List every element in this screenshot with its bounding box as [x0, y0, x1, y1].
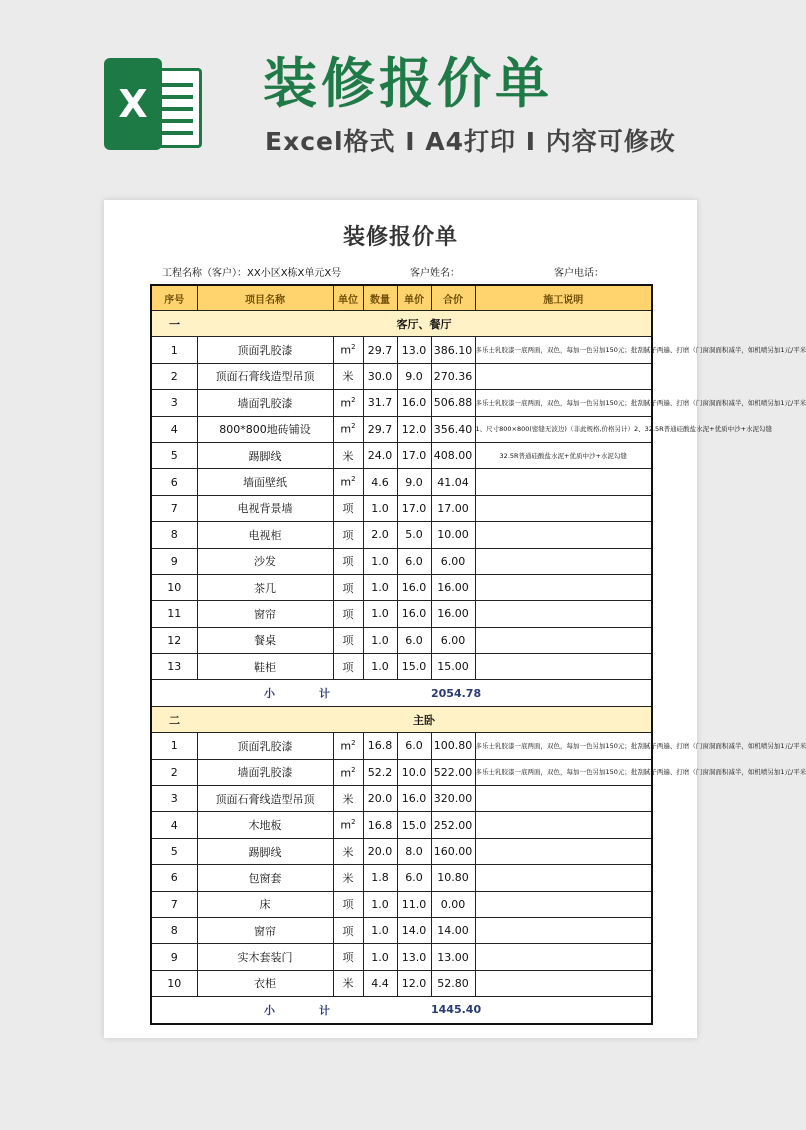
row-price: 11.0: [397, 891, 431, 917]
row-price: 12.0: [397, 416, 431, 442]
row-qty: 2.0: [363, 522, 397, 548]
row-unit: [333, 838, 363, 864]
row-qty: 31.7: [363, 390, 397, 416]
subtotal-spacer: [151, 997, 197, 1024]
row-note: [475, 574, 652, 600]
row-no: 1: [151, 337, 197, 363]
row-total: 160.00: [431, 838, 475, 864]
table-row: [151, 627, 652, 653]
row-item-name: 衣柜: [197, 970, 333, 996]
row-unit-text: 项: [342, 660, 354, 674]
row-qty: 20.0: [363, 838, 397, 864]
row-qty: 29.7: [363, 337, 397, 363]
table-row: [151, 522, 652, 548]
row-qty: 1.0: [363, 548, 397, 574]
row-unit-text: m: [340, 766, 352, 780]
table-row: [151, 865, 652, 891]
row-no: 1: [151, 733, 197, 759]
row-no: 12: [151, 627, 197, 653]
row-unit: [333, 416, 363, 442]
row-item-name: 实木套装门: [197, 944, 333, 970]
row-note: 多乐士乳胶漆一底两面，双色，每加一色另加150元；批刮腻子两遍、打磨（门窗洞面积减半，如机喷另加1元/平米: [475, 390, 652, 416]
row-unit-text: 项: [342, 607, 354, 621]
row-total: 16.00: [431, 601, 475, 627]
row-item-name: 包窗套: [197, 865, 333, 891]
row-no: 7: [151, 495, 197, 521]
row-qty: 4.6: [363, 469, 397, 495]
table-row: [151, 733, 652, 759]
row-unit-superscript: 2: [351, 739, 356, 748]
table-row: [151, 548, 652, 574]
row-qty: 1.0: [363, 944, 397, 970]
row-unit-text: m: [340, 739, 352, 753]
row-total: 6.00: [431, 627, 475, 653]
row-unit-text: 项: [342, 555, 354, 569]
header-item: 项目名称: [197, 285, 333, 311]
row-unit: [333, 495, 363, 521]
table-row: [151, 495, 652, 521]
row-qty: 1.8: [363, 865, 397, 891]
header-qty: 数量: [363, 285, 397, 311]
row-no: 8: [151, 522, 197, 548]
row-total: 13.00: [431, 944, 475, 970]
row-note: [475, 838, 652, 864]
row-total: 6.00: [431, 548, 475, 574]
table-row: [151, 812, 652, 838]
row-qty: 16.8: [363, 733, 397, 759]
row-unit-text: 米: [342, 449, 354, 463]
row-item-name: 鞋柜: [197, 654, 333, 680]
row-note: 多乐士乳胶漆一底两面，双色，每加一色另加150元；批刮腻子两遍、打磨（门窗洞面积减半，如机喷另加1元/平米: [475, 759, 652, 785]
section-name: 主卧: [197, 706, 652, 732]
row-price: 15.0: [397, 654, 431, 680]
table-row: [151, 390, 652, 416]
row-total: 386.10: [431, 337, 475, 363]
row-unit-text: 项: [342, 502, 354, 516]
row-no: 3: [151, 786, 197, 812]
row-no: 2: [151, 363, 197, 389]
subtotal-label-part2: 计: [319, 687, 330, 701]
row-unit-text: 米: [342, 871, 354, 885]
quote-table: [150, 284, 806, 1025]
row-note: [475, 970, 652, 996]
row-unit-text: m: [340, 343, 352, 357]
row-note: [475, 917, 652, 943]
row-unit-superscript: 2: [351, 396, 356, 405]
row-no: 6: [151, 469, 197, 495]
row-unit-text: 项: [342, 528, 354, 542]
row-unit-text: 米: [342, 977, 354, 991]
row-unit: [333, 970, 363, 996]
row-price: 14.0: [397, 917, 431, 943]
row-qty: 1.0: [363, 891, 397, 917]
table-row: [151, 654, 652, 680]
table-row: [151, 759, 652, 785]
row-item-name: 窗帘: [197, 601, 333, 627]
excel-badge: X: [104, 58, 162, 150]
row-unit-superscript: 2: [351, 343, 356, 352]
row-unit-text: 项: [342, 581, 354, 595]
section-name: 客厅、餐厅: [197, 311, 652, 337]
row-total: 14.00: [431, 917, 475, 943]
row-unit: [333, 337, 363, 363]
document-title: 装修报价单: [342, 225, 458, 250]
row-total: 52.80: [431, 970, 475, 996]
subtotal-spacer: [475, 680, 652, 706]
row-total: 522.00: [431, 759, 475, 785]
quote-sheet: [104, 200, 806, 1038]
row-total: 41.04: [431, 469, 475, 495]
row-unit: [333, 574, 363, 600]
row-no: 10: [151, 970, 197, 996]
row-unit: [333, 654, 363, 680]
subtotal-spacer: [397, 680, 431, 706]
section-no: 一: [151, 311, 197, 337]
row-unit-text: 米: [342, 845, 354, 859]
row-item-name: 墙面乳胶漆: [197, 390, 333, 416]
table-row: [151, 337, 652, 363]
table-row: [151, 442, 652, 468]
row-price: 8.0: [397, 838, 431, 864]
banner-subtitle: Excel格式 I A4打印 I 内容可修改: [265, 127, 676, 156]
row-unit-text: m: [340, 396, 352, 410]
table-row: [151, 917, 652, 943]
row-price: 16.0: [397, 601, 431, 627]
row-total: 252.00: [431, 812, 475, 838]
row-total: 0.00: [431, 891, 475, 917]
customer-name-label: 客户姓名：: [410, 268, 460, 279]
row-unit-text: 米: [342, 370, 354, 384]
row-qty: 20.0: [363, 786, 397, 812]
row-total: 17.00: [431, 495, 475, 521]
table-row: [151, 601, 652, 627]
row-note: [475, 363, 652, 389]
row-price: 9.0: [397, 363, 431, 389]
section-row: [151, 706, 652, 732]
table-row: [151, 574, 652, 600]
row-no: 10: [151, 574, 197, 600]
subtotal-row: [151, 997, 652, 1024]
row-no: 8: [151, 917, 197, 943]
section-row: [151, 311, 652, 337]
row-unit: [333, 390, 363, 416]
row-price: 6.0: [397, 733, 431, 759]
row-no: 5: [151, 442, 197, 468]
row-qty: 29.7: [363, 416, 397, 442]
row-total: 15.00: [431, 654, 475, 680]
row-item-name: 踢脚线: [197, 838, 333, 864]
row-total: 16.00: [431, 574, 475, 600]
row-item-name: 茶几: [197, 574, 333, 600]
row-no: 4: [151, 812, 197, 838]
row-item-name: 电视柜: [197, 522, 333, 548]
row-item-name: 电视背景墙: [197, 495, 333, 521]
row-qty: 1.0: [363, 601, 397, 627]
row-unit-superscript: 2: [351, 475, 356, 484]
row-unit: [333, 601, 363, 627]
row-note: 1、尺寸800×800(密缝无波边)（非此规格,价格另计）2、32.5R普通硅酸盐水泥+优质中沙+水泥勾缝: [475, 416, 652, 442]
row-price: 16.0: [397, 786, 431, 812]
table-row: [151, 891, 652, 917]
row-no: 11: [151, 601, 197, 627]
row-unit-text: m: [340, 423, 352, 437]
row-qty: 1.0: [363, 495, 397, 521]
row-unit-text: 项: [342, 951, 354, 965]
table-header-row: [151, 285, 652, 311]
row-note: 32.5R普通硅酸盐水泥+优质中沙+水泥勾缝: [475, 442, 652, 468]
row-note: [475, 891, 652, 917]
row-unit-superscript: 2: [351, 422, 356, 431]
row-qty: 1.0: [363, 574, 397, 600]
excel-icon: [104, 58, 204, 150]
row-item-name: 窗帘: [197, 917, 333, 943]
row-unit: [333, 812, 363, 838]
customer-phone-label: 客户电话：: [554, 268, 604, 279]
row-item-name: 木地板: [197, 812, 333, 838]
row-price: 16.0: [397, 390, 431, 416]
row-note: [475, 812, 652, 838]
row-no: 3: [151, 390, 197, 416]
row-price: 15.0: [397, 812, 431, 838]
subtotal-value: 1445.40: [431, 997, 475, 1024]
row-unit: [333, 363, 363, 389]
row-price: 17.0: [397, 442, 431, 468]
row-note: [475, 548, 652, 574]
row-note: [475, 786, 652, 812]
row-item-name: 踢脚线: [197, 442, 333, 468]
table-row: [151, 363, 652, 389]
table-row: [151, 469, 652, 495]
row-price: 6.0: [397, 548, 431, 574]
row-note: [475, 944, 652, 970]
header-unit: 单位: [333, 285, 363, 311]
banner-title: 装修报价单: [263, 52, 553, 115]
row-qty: 1.0: [363, 917, 397, 943]
row-note: [475, 495, 652, 521]
subtotal-spacer: [151, 680, 197, 706]
subtotal-label: [197, 680, 397, 706]
row-price: 5.0: [397, 522, 431, 548]
row-item-name: 顶面乳胶漆: [197, 337, 333, 363]
row-item-name: 顶面乳胶漆: [197, 733, 333, 759]
table-row: [151, 838, 652, 864]
row-total: 356.40: [431, 416, 475, 442]
subtotal-value: 2054.78: [431, 680, 475, 706]
row-unit: [333, 733, 363, 759]
row-unit: [333, 917, 363, 943]
table-row: [151, 786, 652, 812]
row-note: [475, 469, 652, 495]
row-unit: [333, 442, 363, 468]
row-note: [475, 627, 652, 653]
row-no: 9: [151, 548, 197, 574]
row-unit: [333, 865, 363, 891]
row-unit: [333, 759, 363, 785]
row-item-name: 800*800地砖铺设: [197, 416, 333, 442]
row-note: [475, 601, 652, 627]
row-no: 7: [151, 891, 197, 917]
row-total: 10.80: [431, 865, 475, 891]
row-price: 17.0: [397, 495, 431, 521]
row-unit: [333, 627, 363, 653]
table-row: [151, 944, 652, 970]
row-price: 13.0: [397, 337, 431, 363]
row-unit: [333, 786, 363, 812]
row-total: 100.80: [431, 733, 475, 759]
row-unit: [333, 469, 363, 495]
row-qty: 16.8: [363, 812, 397, 838]
subtotal-spacer: [397, 997, 431, 1024]
row-price: 9.0: [397, 469, 431, 495]
banner: [0, 0, 800, 200]
row-price: 10.0: [397, 759, 431, 785]
row-unit-superscript: 2: [351, 765, 356, 774]
row-item-name: 墙面乳胶漆: [197, 759, 333, 785]
section-no: 二: [151, 706, 197, 732]
row-total: 10.00: [431, 522, 475, 548]
row-qty: 4.4: [363, 970, 397, 996]
row-item-name: 沙发: [197, 548, 333, 574]
subtotal-label-part2: 计: [319, 1003, 330, 1017]
row-unit: [333, 548, 363, 574]
row-unit-text: 项: [342, 898, 354, 912]
project-name-label: 工程名称（客户）：XX小区X栋X单元X号: [162, 268, 342, 279]
subtotal-label-part1: 小: [264, 1003, 275, 1017]
row-price: 6.0: [397, 627, 431, 653]
row-unit: [333, 891, 363, 917]
subtotal-row: [151, 680, 652, 706]
row-qty: 1.0: [363, 627, 397, 653]
row-qty: 24.0: [363, 442, 397, 468]
row-unit-text: 项: [342, 634, 354, 648]
row-item-name: 墙面壁纸: [197, 469, 333, 495]
row-qty: 1.0: [363, 654, 397, 680]
row-qty: 52.2: [363, 759, 397, 785]
header-note: 施工说明: [475, 285, 652, 311]
subtotal-spacer: [475, 997, 652, 1024]
header-price: 单价: [397, 285, 431, 311]
row-total: 320.00: [431, 786, 475, 812]
table-row: [151, 416, 652, 442]
row-unit-text: 米: [342, 792, 354, 806]
row-price: 13.0: [397, 944, 431, 970]
subtotal-label: [197, 997, 397, 1024]
row-total: 270.36: [431, 363, 475, 389]
subtotal-label-part1: 小: [264, 687, 275, 701]
row-unit-text: m: [340, 818, 352, 832]
row-price: 12.0: [397, 970, 431, 996]
row-total: 408.00: [431, 442, 475, 468]
row-note: [475, 522, 652, 548]
row-unit-text: 项: [342, 924, 354, 938]
row-item-name: 餐桌: [197, 627, 333, 653]
row-no: 6: [151, 865, 197, 891]
row-no: 4: [151, 416, 197, 442]
row-no: 13: [151, 654, 197, 680]
header-total: 合价: [431, 285, 475, 311]
row-no: 9: [151, 944, 197, 970]
row-item-name: 床: [197, 891, 333, 917]
row-item-name: 顶面石膏线造型吊顶: [197, 786, 333, 812]
row-no: 2: [151, 759, 197, 785]
row-note: [475, 654, 652, 680]
row-price: 6.0: [397, 865, 431, 891]
row-unit-text: m: [340, 475, 352, 489]
row-note: [475, 865, 652, 891]
row-total: 506.88: [431, 390, 475, 416]
row-no: 5: [151, 838, 197, 864]
row-note: 多乐士乳胶漆一底两面，双色，每加一色另加150元；批刮腻子两遍、打磨（门窗洞面积减半，如机喷另加1元/平米: [475, 337, 652, 363]
row-price: 16.0: [397, 574, 431, 600]
row-item-name: 顶面石膏线造型吊顶: [197, 363, 333, 389]
row-note: 多乐士乳胶漆一底两面，双色，每加一色另加150元；批刮腻子两遍、打磨（门窗洞面积减半，如机喷另加1元/平米: [475, 733, 652, 759]
row-qty: 30.0: [363, 363, 397, 389]
row-unit: [333, 522, 363, 548]
row-unit-superscript: 2: [351, 818, 356, 827]
header-no: 序号: [151, 285, 197, 311]
row-unit: [333, 944, 363, 970]
table-row: [151, 970, 652, 996]
